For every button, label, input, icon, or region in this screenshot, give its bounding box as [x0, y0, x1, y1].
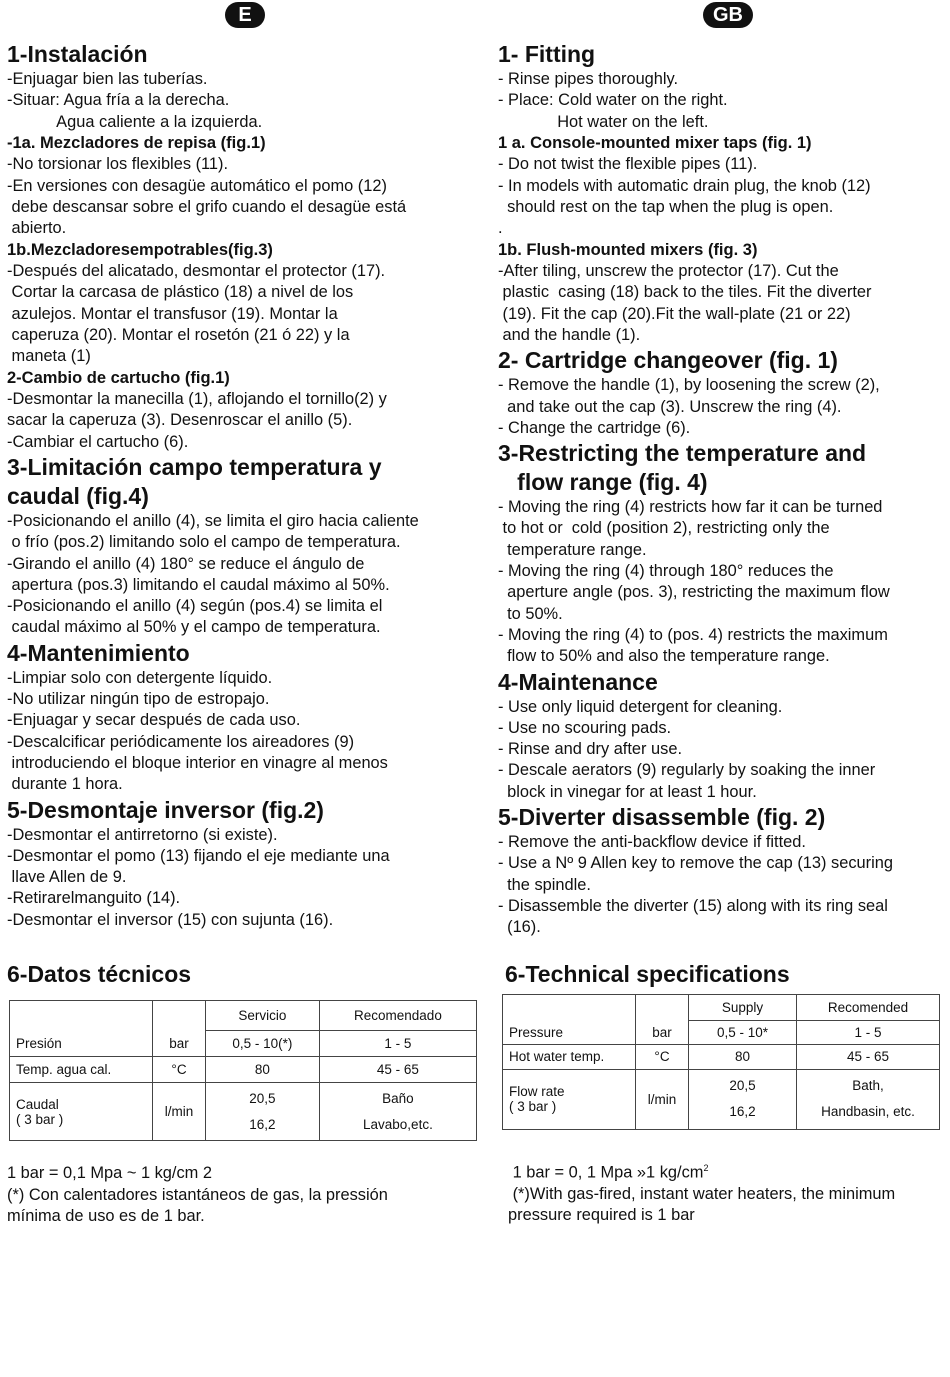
table-cell: [206, 1083, 320, 1141]
flow-recommendation: Handbasin, etc.: [821, 1104, 915, 1120]
text-line: Hot water on the left.: [498, 112, 709, 131]
text-line: - In models with automatic drain plug, the knob (12): [498, 176, 871, 195]
text-line: to 50%.: [498, 604, 563, 623]
text-line: temperature range.: [498, 540, 647, 559]
section-title: 5-Desmontaje inversor (fig.2): [7, 796, 324, 823]
text-line: - Remove the handle (1), by loosening the screw (2),: [498, 376, 880, 395]
note-line: (*)With gas-fired, instant water heaters, the minimum: [512, 1184, 896, 1203]
table-cell: Pressure: [503, 1021, 636, 1045]
subsection-title: 1b.Mezcladoresempotrables(fig.3): [7, 240, 273, 259]
text-line: -Girando el anillo (4) 180° se reduce el ángulo de: [7, 554, 365, 573]
table-cell: l/min: [636, 1069, 689, 1129]
text-line: and take out the cap (3). Unscrew the ring (4).: [498, 397, 842, 416]
text-line: abierto.: [7, 219, 67, 238]
spec-table-es: [9, 1000, 477, 1141]
text-line: maneta (1): [7, 347, 91, 366]
note-line: pressure required is 1 bar: [508, 1206, 695, 1225]
table-header-cell: [10, 1001, 153, 1031]
flow-value: 16,2: [249, 1116, 276, 1132]
text-line: - Disassemble the diverter (15) along with its ring seal: [498, 896, 888, 915]
table-cell: 0,5 - 10(*): [206, 1031, 320, 1057]
table-row: [503, 1021, 940, 1045]
text-line: - Rinse and dry after use.: [498, 740, 683, 759]
table-cell: bar: [153, 1031, 206, 1057]
table-header-cell: Servicio: [206, 1001, 320, 1031]
text-line: sacar la caperuza (3). Desenroscar el anillo (5).: [7, 411, 353, 430]
table-cell: [689, 1069, 797, 1129]
text-line: -Posicionando el anillo (4) según (pos.4) se limita el: [7, 597, 383, 616]
text-line: -No utilizar ningún tipo de estropajo.: [7, 690, 270, 709]
text-line: plastic casing (18) back to the tiles. Fit the diverter: [498, 283, 872, 302]
flow-recommendation: Baño: [382, 1090, 414, 1106]
text-line: should rest on the tap when the plug is open.: [498, 197, 834, 216]
table-cell: °C: [636, 1045, 689, 1069]
section-title: 1- Fitting: [498, 41, 596, 67]
text-line: - Do not twist the flexible pipes (11).: [498, 155, 758, 174]
table-cell: °C: [153, 1057, 206, 1083]
table-cell: bar: [636, 1021, 689, 1045]
flow-recommendation: Lavabo,etc.: [363, 1116, 433, 1132]
table-header-cell: Recomendado: [319, 1001, 476, 1031]
notes-gb: [508, 1158, 895, 1227]
text-line: -Después del alicatado, desmontar el protector (17).: [7, 262, 386, 281]
text-line: Cortar la carcasa de plástico (18) a nivel de los: [7, 283, 354, 302]
section-title: 4-Mantenimiento: [7, 639, 190, 666]
table-cell: 80: [206, 1057, 320, 1083]
text-line: -Situar: Agua fría a la derecha.: [7, 91, 230, 110]
text-line: - Moving the ring (4) restricts how far it can be turned: [498, 498, 883, 517]
flow-sublabel: ( 3 bar ): [509, 1099, 557, 1115]
text-line: -After tiling, unscrew the protector (17). Cut the: [498, 262, 839, 281]
table-cell: [10, 1083, 153, 1141]
spec-title-es: 6-Datos técnicos: [7, 961, 192, 987]
language-badge-es: E: [225, 2, 265, 28]
text-line: - Remove the anti-backflow device if fitted.: [498, 833, 806, 852]
text-line: -Cambiar el cartucho (6).: [7, 432, 189, 451]
text-line: - Place: Cold water on the right.: [498, 91, 728, 110]
table-row: [10, 1031, 477, 1057]
section-title: 4-Maintenance: [498, 668, 658, 695]
section-title: 3-Restricting the temperature and: [498, 440, 867, 467]
spec-title-gb: 6-Technical specifications: [505, 961, 790, 987]
text-line: -Desmontar el pomo (13) fijando el eje mediante una: [7, 846, 390, 865]
table-header-cell: [153, 1001, 206, 1031]
language-badge-gb: GB: [703, 2, 753, 28]
table-cell: 1 - 5: [319, 1031, 476, 1057]
text-line: and the handle (1).: [498, 325, 641, 344]
text-line: azulejos. Montar el transfusor (19). Montar la: [7, 304, 338, 323]
text-line: debe descansar sobre el grifo cuando el desagüe está: [7, 197, 407, 216]
table-row: [10, 1057, 477, 1083]
text-line: aperture angle (pos. 3), restricting the maximum flow: [498, 583, 890, 602]
section-title: 1-Instalación: [7, 41, 148, 67]
note-superscript: 2: [703, 1163, 709, 1173]
subsection-title: -1a. Mezcladores de repisa (fig.1): [7, 133, 266, 152]
table-cell: 0,5 - 10*: [689, 1021, 797, 1045]
table-cell: Hot water temp.: [503, 1045, 636, 1069]
text-line: caudal máximo al 50% y el campo de temperatura.: [7, 618, 381, 637]
flow-value: 16,2: [729, 1104, 756, 1120]
table-cell: 1 - 5: [797, 1021, 940, 1045]
table-header-cell: Supply: [689, 995, 797, 1021]
spanish-column: [7, 40, 477, 931]
text-line: flow to 50% and also the temperature range.: [498, 647, 830, 666]
table-row: [503, 1069, 940, 1129]
text-line: to hot or cold (position 2), restricting only the: [498, 519, 830, 538]
text-line: -Posicionando el anillo (4), se limita el giro hacia caliente: [7, 511, 419, 530]
flow-label: Flow rate: [509, 1084, 565, 1100]
flow-sublabel: ( 3 bar ): [16, 1111, 64, 1127]
notes-es: [7, 1163, 388, 1228]
note-line: 1 bar = 0,1 Mpa ~ 1 kg/cm 2: [7, 1164, 212, 1182]
table-cell: l/min: [153, 1083, 206, 1141]
table-header-cell: Recomended: [797, 995, 940, 1021]
flow-label: Caudal: [16, 1096, 59, 1112]
text-line: (16).: [498, 918, 541, 937]
text-line: -Enjuagar y secar después de cada uso.: [7, 711, 301, 730]
section-title: 5-Diverter disassemble (fig. 2): [498, 804, 826, 831]
table-header-cell: [503, 995, 636, 1021]
table-cell: 45 - 65: [319, 1057, 476, 1083]
text-line: -Descalcificar periódicamente los aireadores (9): [7, 732, 355, 751]
text-line: caperuza (20). Montar el rosetón (21 ó 22) y la: [7, 325, 350, 344]
table-row: [503, 1045, 940, 1069]
text-line: -Desmontar el antirretorno (si existe).: [7, 825, 278, 844]
section-title-continued: flow range (fig. 4): [498, 469, 708, 496]
flow-recommendation: Bath,: [852, 1078, 884, 1094]
text-line: o frío (pos.2) limitando solo el campo de temperatura.: [7, 533, 401, 552]
table-cell: [319, 1083, 476, 1141]
note-line: mínima de uso es de 1 bar.: [7, 1207, 205, 1225]
text-line: durante 1 hora.: [7, 775, 123, 794]
text-line: - Use no scouring pads.: [498, 718, 672, 737]
text-line: (19). Fit the cap (20).Fit the wall-plate (21 or 22): [498, 304, 851, 323]
note-line: (*) Con calentadores istantáneos de gas, la pressión: [7, 1185, 388, 1204]
table-cell: 80: [689, 1045, 797, 1069]
section-title: 3-Limitación campo temperatura y: [7, 453, 382, 480]
table-row: [10, 1083, 477, 1141]
text-line: - Use a Nº 9 Allen key to remove the cap (13) securing: [498, 854, 893, 873]
section-title: 2- Cartridge changeover (fig. 1): [498, 347, 838, 374]
text-line: - Descale aerators (9) regularly by soaking the inner: [498, 761, 876, 780]
text-line: -Desmontar el inversor (15) con sujunta (16).: [7, 910, 334, 929]
subsection-title: 1b. Flush-mounted mixers (fig. 3): [498, 240, 758, 259]
text-line: -Enjuagar bien las tuberías.: [7, 70, 208, 88]
text-line: introduciendo el bloque interior en vinagre al menos: [7, 753, 388, 772]
text-line: -En versiones con desagüe automático el pomo (12): [7, 176, 387, 195]
flow-value: 20,5: [249, 1090, 276, 1106]
text-line: -No torsionar los flexibles (11).: [7, 155, 229, 174]
text-line: -Retirarelmanguito (14).: [7, 889, 181, 908]
flow-value: 20,5: [729, 1078, 756, 1094]
subsection-title: 2-Cambio de cartucho (fig.1): [7, 368, 230, 387]
spec-table-gb: [502, 994, 940, 1130]
text-line: apertura (pos.3) limitando el caudal máximo al 50%.: [7, 575, 390, 594]
table-header-cell: [636, 995, 689, 1021]
text-line: - Moving the ring (4) through 180° reduces the: [498, 562, 834, 581]
subsection-title: 1 a. Console-mounted mixer taps (fig. 1): [498, 133, 812, 152]
text-line: - Use only liquid detergent for cleaning.: [498, 697, 783, 716]
text-line: - Change the cartridge (6).: [498, 418, 691, 437]
text-line: the spindle.: [498, 875, 591, 894]
section-title-continued: caudal (fig.4): [7, 482, 149, 509]
text-line: block in vinegar for at least 1 hour.: [498, 782, 757, 801]
text-line: - Moving the ring (4) to (pos. 4) restricts the maximum: [498, 625, 888, 644]
table-cell: [503, 1069, 636, 1129]
table-cell: Temp. agua cal.: [10, 1057, 153, 1083]
table-cell: Presión: [10, 1031, 153, 1057]
table-cell: [797, 1069, 940, 1129]
text-line: llave Allen de 9.: [7, 868, 127, 887]
text-line: Agua caliente a la izquierda.: [7, 112, 263, 131]
text-line: - Rinse pipes thoroughly.: [498, 70, 679, 88]
text-line: -Limpiar solo con detergente líquido.: [7, 668, 273, 687]
english-column: [498, 40, 944, 939]
table-cell: 45 - 65: [797, 1045, 940, 1069]
text-line: .: [498, 219, 503, 238]
note-line: 1 bar = 0, 1 Mpa »1 $kg/cm^2$: [512, 1163, 709, 1182]
text-line: -Desmontar la manecilla (1), aflojando el tornillo(2) y: [7, 390, 387, 409]
